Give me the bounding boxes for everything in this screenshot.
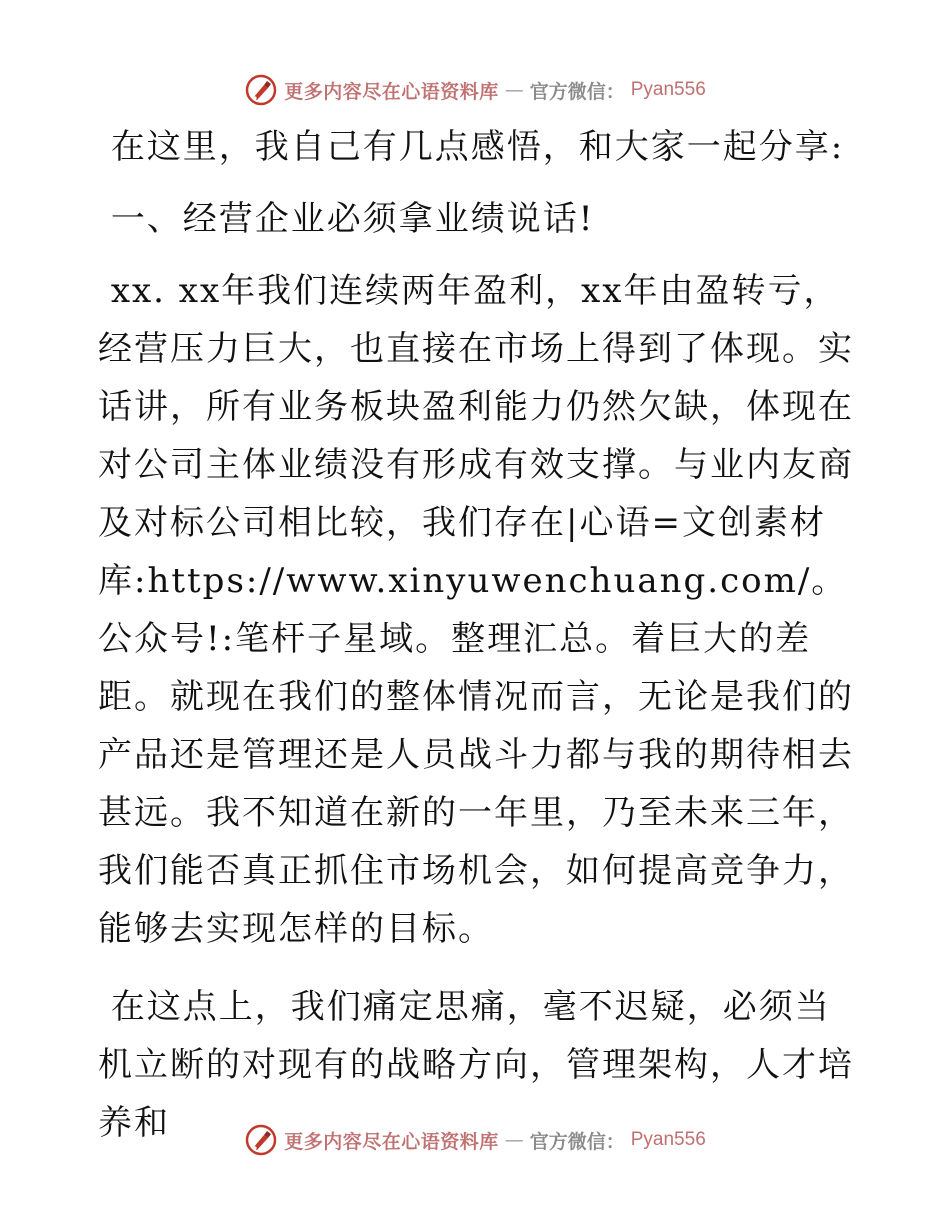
watermark-dash: — (504, 1129, 524, 1151)
watermark-wechat-id: Pyan556 (630, 79, 706, 100)
pen-logo-icon (244, 73, 278, 107)
paragraph-performance: xx. xx年我们连续两年盈利，xx年由盈转亏，经营压力巨大，也直接在市场上得到了体现。实话讲，所有业务板块盈利能力仍然欠缺，体现在对公司主体业绩没有形成有效支撑。与业内友商及对标公司相比较，我们存在|心语=文创素材库:https://www.xinyuwenchuang.com/。公众号!:笔杆子星域。整理汇总。着巨大的差距。就现在我们的整体情况而言，无论是我们的产品还是管理还是人员战斗力都与我的期待相去甚远。我不知道在新的一年里，乃至未来三年，我们能否真正抓住市场机会，如何提高竞争力，能够去实现怎样的目标。 (98, 271, 854, 949)
watermark-wechat-id: Pyan556 (630, 1129, 706, 1150)
watermark-wechat-label: 官方微信： (529, 1130, 625, 1153)
paragraph-heading-one: 一、经营企业必须拿业绩说话! (98, 199, 595, 239)
paragraph-reflection: 在这点上，我们痛定思痛，毫不迟疑，必须当机立断的对现有的战略方向，管理架构，人才培养和 (98, 987, 854, 1143)
watermark-main-text: 更多内容尽在心语资料库 (284, 80, 499, 103)
watermark-wechat-label: 官方微信： (529, 80, 625, 103)
paragraph-intro: 在这里，我自己有几点感悟，和大家一起分享: (98, 127, 845, 167)
watermark-dash: — (504, 79, 524, 101)
document-body (98, 118, 858, 1152)
pen-logo-icon (244, 1123, 278, 1157)
watermark-main-text: 更多内容尽在心语资料库 (284, 1130, 499, 1153)
watermark-banner-top (0, 70, 950, 110)
watermark-banner-bottom (0, 1120, 950, 1160)
